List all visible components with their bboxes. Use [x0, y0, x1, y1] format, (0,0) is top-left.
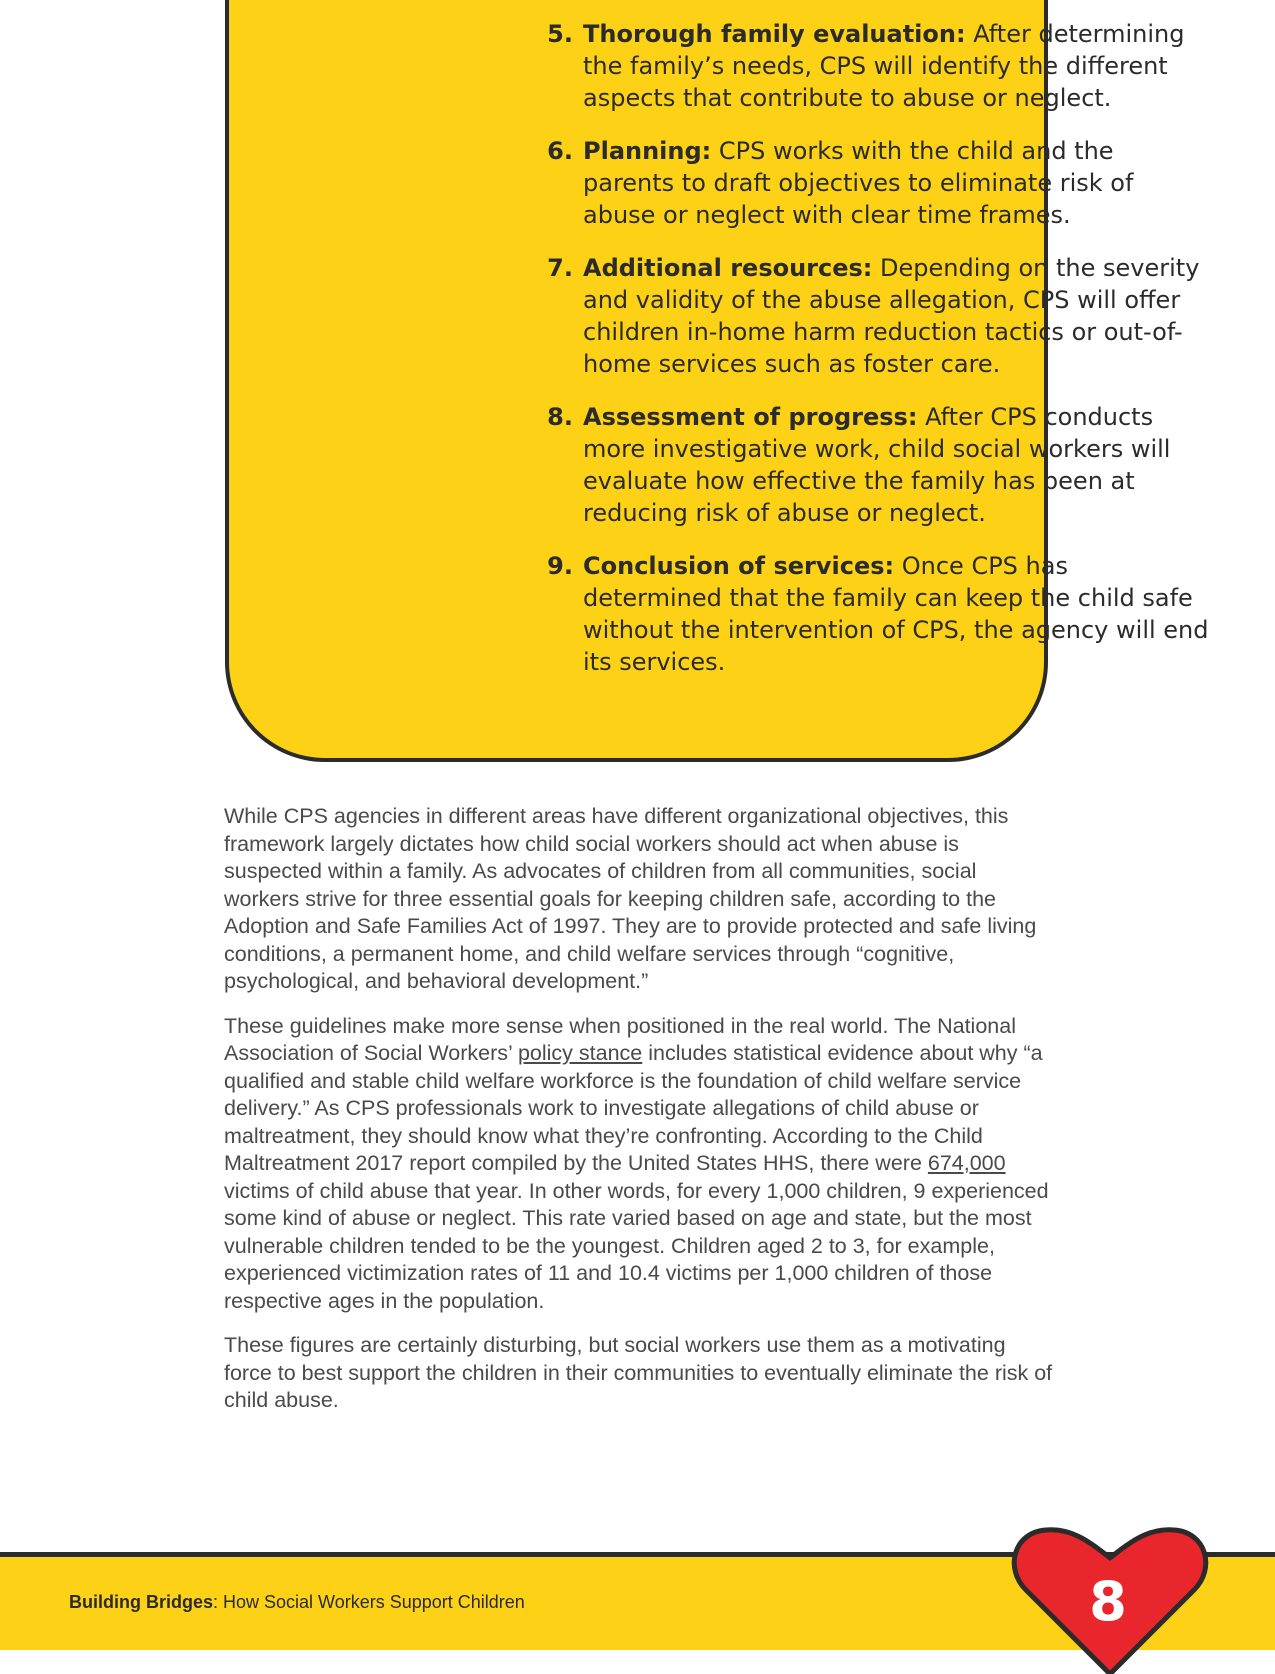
- step-body: [583, 550, 1209, 678]
- paragraph-text: victims of child abuse that year. In other words, for every 1,000 children, 9 experienced some kind of abuse or neglect. This rate varied based on age and state, but the most vulnerable children tended to be the youngest. Children aged 2 to 3, for example, experienced victimization rates of 11 and 10.4 victims per 1,000 children of those respective ages in the population.: [224, 1178, 1049, 1313]
- list-item: [529, 401, 1209, 529]
- step-body: [583, 18, 1209, 114]
- step-body: [583, 401, 1209, 529]
- step-body: [583, 252, 1209, 380]
- step-title: Thorough family evaluation:: [583, 20, 966, 48]
- list-item: [529, 135, 1209, 231]
- paragraph-text: These guidelines make more sense when positioned in the real world. The National Association of Social Workers’: [224, 1013, 1016, 1065]
- article-body: [224, 803, 1054, 1432]
- paragraph-conclusion: These figures are certainly disturbing, but social workers use them as a motivating force to best support the children in their communities to eventually eliminate the risk of child abuse.: [224, 1333, 1053, 1412]
- policy-stance-link[interactable]: policy stance: [517, 1041, 643, 1065]
- step-number: 7.: [547, 254, 573, 282]
- step-number: 8.: [547, 403, 573, 431]
- step-body: [583, 135, 1209, 231]
- list-item: [529, 252, 1209, 380]
- victims-count-link[interactable]: 674,000: [927, 1151, 1006, 1175]
- page-number: 8: [1089, 1570, 1127, 1633]
- step-description: After CPS conducts more investigative work, child social workers will evaluate how effective the family has been at reducing risk of abuse or neglect.: [583, 403, 1171, 527]
- step-title: Assessment of progress:: [583, 403, 918, 431]
- step-description: After determining the family’s needs, CPS will identify the different aspects that contribute to abuse or neglect.: [583, 20, 1185, 112]
- paragraph-statistics: [224, 1013, 1054, 1316]
- step-number: 5.: [547, 20, 573, 48]
- list-item: [529, 18, 1209, 114]
- footer-title-bold: Building Bridges: [69, 1592, 213, 1612]
- paragraph-framework: While CPS agencies in different areas have different organizational objectives, this framework largely dictates how child social workers should act when abuse is suspected within a family. As advocates of children from all communities, social workers strive for three essential goals for keeping children safe, according to the Adoption and Safe Families Act of 1997. They are to provide protected and safe living conditions, a permanent home, and child welfare services through “cognitive, psychological, and behavioral development.”: [224, 804, 1037, 993]
- step-description: Depending on the severity and validity of the abuse allegation, CPS will offer children in-home harm reduction tactics or out-of-home services such as foster care.: [583, 254, 1200, 378]
- paragraph-text: includes statistical evidence about why “a qualified and stable child welfare workforce is the foundation of child welfare service delivery.” As CPS professionals work to investigate allegations of child abuse or maltreatment, they should know what they’re confronting. According to the Child Maltreatment 2017 report compiled by the United States HHS, there were: [224, 1041, 1043, 1175]
- step-number: 9.: [547, 552, 573, 580]
- process-callout-box: [225, 0, 1209, 762]
- process-steps-list: [529, 18, 1209, 699]
- footer-title-rest: : How Social Workers Support Children: [213, 1592, 525, 1612]
- step-description: Once CPS has determined that the family can keep the child safe without the intervention of CPS, the agency will end its services.: [583, 552, 1209, 676]
- step-description: CPS works with the child and the parents to draft objectives to eliminate risk of abuse or neglect with clear time frames.: [583, 137, 1134, 229]
- step-title: Additional resources:: [583, 254, 873, 282]
- step-title: Planning:: [583, 137, 712, 165]
- list-item: [529, 550, 1209, 678]
- footer-title: [69, 1592, 525, 1613]
- step-number: 6.: [547, 137, 573, 165]
- step-title: Conclusion of services:: [583, 552, 895, 580]
